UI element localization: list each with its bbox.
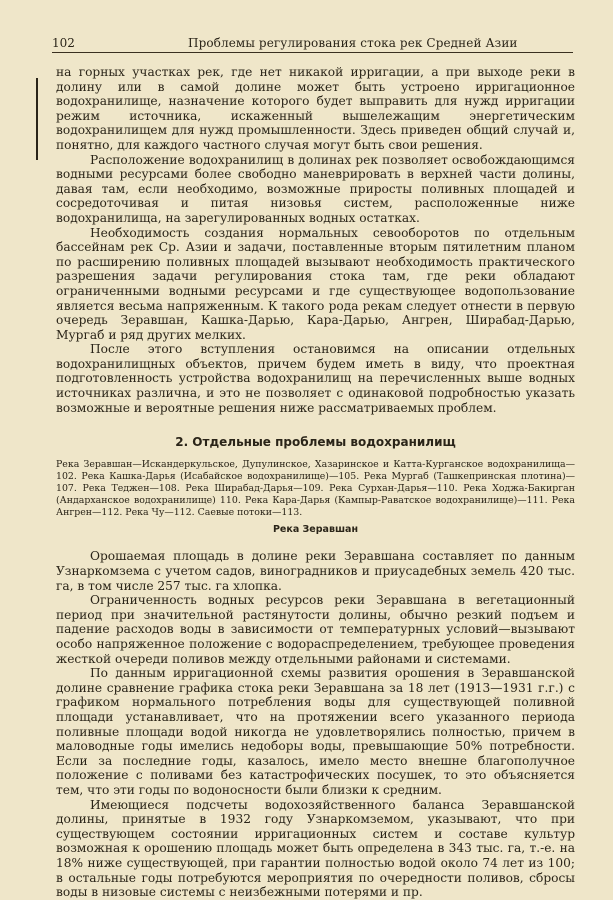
page-number: 102 — [52, 36, 75, 50]
subheading: Река Зеравшан — [272, 523, 359, 535]
body-text — [56, 65, 575, 900]
running-title: Проблемы регулирования стока рек Средней Азии — [188, 36, 518, 50]
paragraph: После этого вступления остановимся на описании отдельных водохранилищных объектов, причем будем иметь в виду, что проектная подготовленность устройства водохранилищ на перечисленных выше водных источниках различна, и это не позволяет с одинаковой подробностью указать возможные и вероятные решения ниже рассматриваемых проблем. — [56, 342, 575, 415]
paragraph: Имеющиеся подсчеты водохозяйственного баланса Зеравшанской долины, принятые в 1932 году Узнаркомземом, указывают, что при существующем состоянии ирригационных систем и составе культур возможная к орошению площадь может быть определена в 343 тыс. га, т.-е. на 18% ниже существующей, при гарантии полностью водой около 74 лет из 100; в остальные годы потребуются мероприятия по очередности поливов, сбросы воды в низовые системы с неизбежными потерями и пр. — [56, 797, 575, 900]
paragraph: По данным ирригационной схемы развития орошения в Зеравшанской долине сравнение графика стока реки Зеравшана за 18 лет (1913—1931 г.г.) с графиком нормального потребления воды для существующей поливной площади устанавливает, что на протяжении всего указанного периода поливные площади водой никогда не удовлетворялись полностью, причем в маловодные годы имелись недоборы воды, превышающие 50% потребности. Если за последние годы, казалось, имело место внешне благополучное положение с поливами без катастрофических посушек, то это объясняется тем, что эти годы по водоносности были близки к средним. — [56, 666, 575, 797]
paragraph-continuation: на горных участках рек, где нет никакой ирригации, а при выходе реки в долину или в самой долине может быть устроено ирригационное водохранилище, назначение которого будет выправить для нужд ирригации режим источника, искаженный вышележащим энергетическим водохранилищем для нужд промышленности. Здесь приведен общий случай и, понятно, для каждого частного случая могут быть свои решения. — [56, 65, 575, 152]
paragraph: Орошаемая площадь в долине реки Зеравшана составляет по данным Узнаркомзема с учетом садов, виноградников и приусадебных земель 420 тыс. га, в том числе 257 тыс. га хлопка. — [56, 549, 575, 593]
section-contents: Река Зеравшан—Искандеркульское, Дупулинское, Хазаринское и Катта-Курганское водохранилища—102. Река Кашка-Дарья (Исабайское водохранилище)—105. Река Мургаб (Ташкепринская плотина)—107. Река Теджен—108. Река Ширабад-Дарья—109. Река Сурхан-Дарья—110. Река Ходжа-Бакирган (Андарханское водохранилище) 110. Река Кара-Дарья (Кампыр-Раватское водохранилище)—111. Река Ангрен—112. Река Чу—112. Саевые потоки—113. — [56, 458, 575, 518]
paragraph: Расположение водохранилищ в долинах рек позволяет освобождающимся водными ресурсами более свободно маневрировать в верхней части долины, давая там, если необходимо, возможные приросты поливных площадей и сосредоточивая и питая низовья систем, расположенные ниже водохранилища, на зарегулированных водных остатках. — [56, 152, 575, 225]
paragraph: Необходимость создания нормальных севооборотов по отдельным бассейнам рек Ср. Азии и задачи, поставленные вторым пятилетним планом по расширению поливных площадей вызывают необходимость практического разрешения задачи регулирования стока там, где реки обладают ограниченными водными ресурсами и где существующее водопользование является весьма напряженным. К такого рода рекам следует отнести в первую очередь Зеравшан, Кашка-Дарью, Кара-Дарью, Ангрен, Ширабад-Дарью, Мургаб и ряд других мелких. — [56, 225, 575, 342]
margin-bar — [36, 78, 38, 160]
running-header — [52, 34, 573, 53]
section-title: 2. Отдельные проблемы водохранилищ — [175, 435, 456, 450]
paragraph: Ограниченность водных ресурсов реки Зеравшана в вегетационный период при значительной растянутости долины, обычно резкий подъем и падение расходов воды в зависимости от температурных условий—вызывают особо напряженное положение с водораспределением, требующее проведения жесткой очереди поливов между отдельными районами и системами. — [56, 593, 575, 666]
